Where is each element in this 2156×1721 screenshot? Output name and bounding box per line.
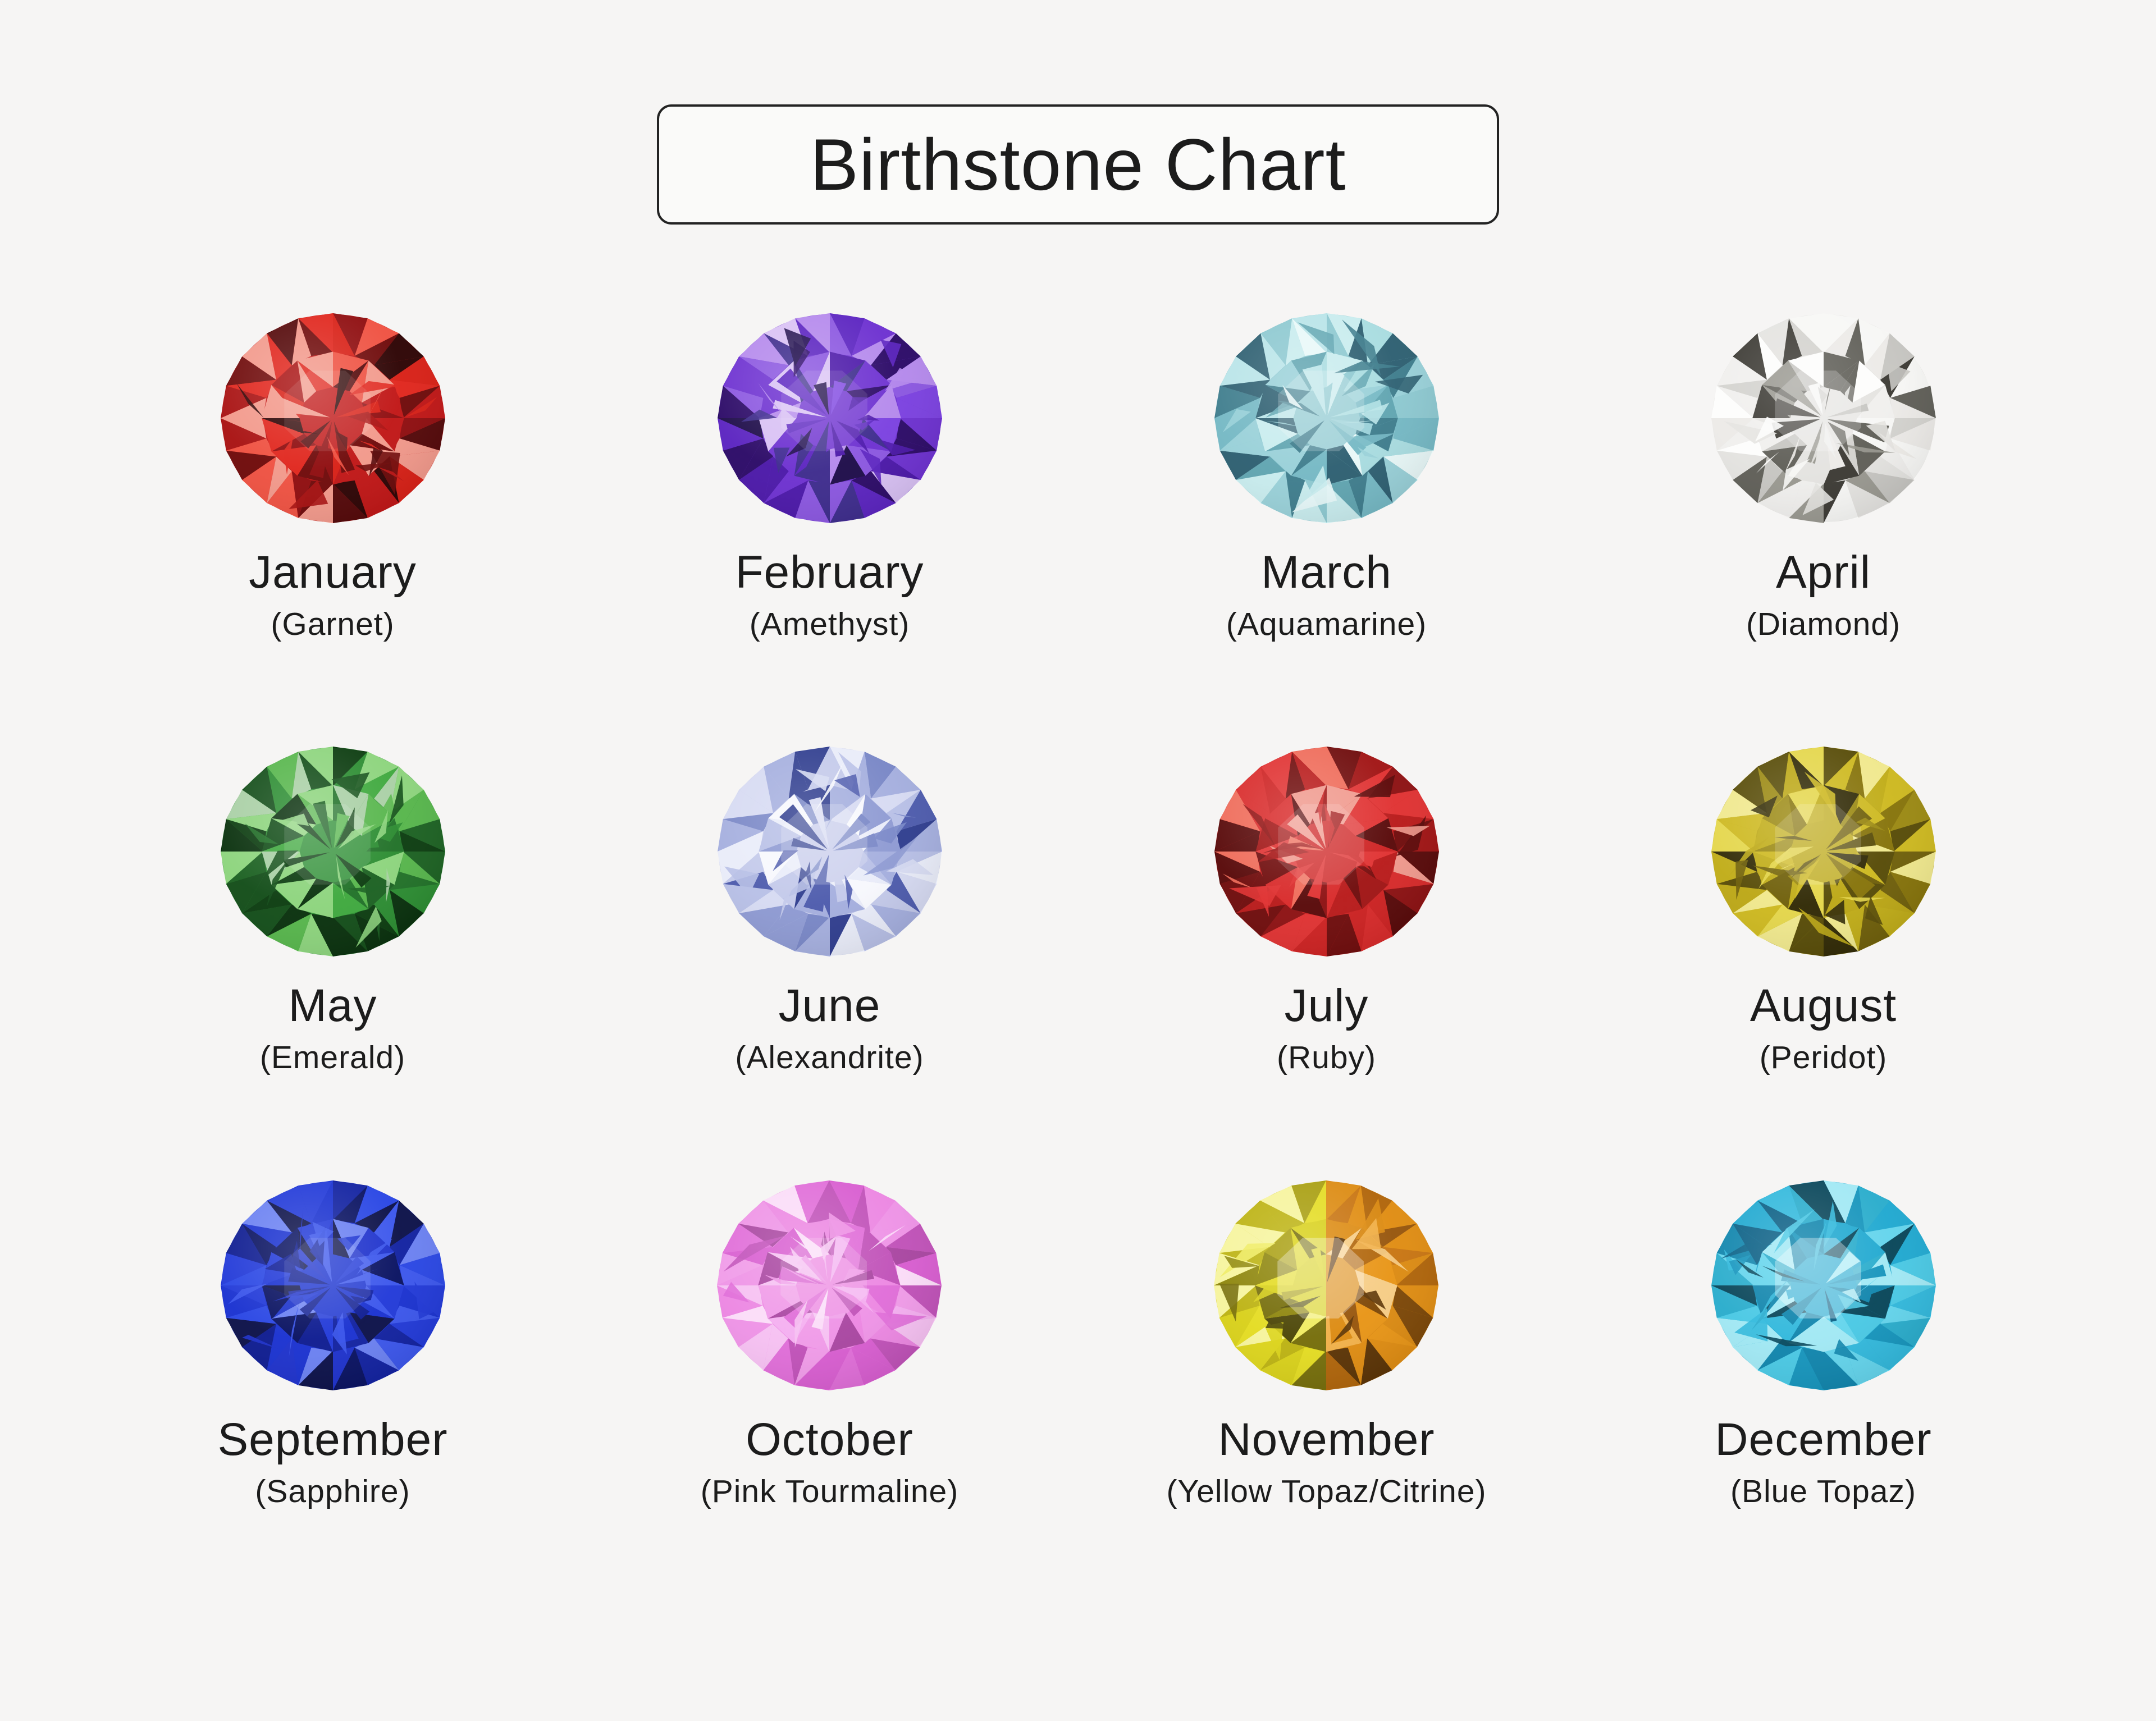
cell-caption [701, 1414, 958, 1510]
cell-caption [1715, 1414, 1931, 1510]
month-cell-january [221, 313, 445, 643]
month-label: October [746, 1413, 913, 1465]
gem-diamond [1711, 313, 1936, 523]
month-cell-november [1166, 1180, 1486, 1510]
month-label: July [1284, 980, 1369, 1032]
title-box [657, 104, 1499, 225]
cell-caption [260, 980, 405, 1076]
stone-label: (Yellow Topaz/Citrine) [1166, 1473, 1487, 1509]
gem-ruby [1214, 747, 1439, 956]
month-cell-december [1711, 1180, 1936, 1510]
gem-amethyst [718, 313, 942, 523]
month-label: May [288, 980, 377, 1032]
stone-label: (Aquamarine) [1226, 606, 1427, 642]
gem-peridot [1711, 747, 1936, 956]
month-cell-may [221, 747, 445, 1076]
gem-blue-topaz [1711, 1180, 1936, 1390]
month-cell-september [217, 1180, 447, 1510]
stone-label: (Sapphire) [255, 1473, 410, 1509]
gem-alexandrite [718, 747, 942, 956]
gem-aquamarine [1214, 313, 1439, 523]
month-label: August [1750, 980, 1897, 1032]
stone-label: (Ruby) [1276, 1040, 1377, 1076]
month-label: December [1715, 1413, 1932, 1465]
stone-label: (Emerald) [259, 1040, 406, 1076]
stone-label: (Garnet) [271, 606, 395, 642]
month-cell-july [1214, 747, 1439, 1076]
month-label: April [1775, 547, 1871, 598]
stone-label: (Alexandrite) [735, 1040, 924, 1076]
cell-caption [1226, 547, 1427, 643]
cell-caption [735, 980, 924, 1076]
stone-label: (Blue Topaz) [1730, 1473, 1916, 1509]
month-label: November [1218, 1413, 1435, 1465]
stone-label: (Diamond) [1746, 606, 1901, 642]
gem-yellow-topaz-citrine [1214, 1180, 1438, 1390]
gem-sapphire [221, 1180, 445, 1390]
cell-caption [1166, 1414, 1486, 1510]
cell-caption [1746, 547, 1901, 643]
month-cell-october [701, 1180, 958, 1510]
gem-garnet [221, 313, 445, 523]
stone-label: (Amethyst) [749, 606, 910, 642]
cell-caption [217, 1414, 447, 1510]
month-label: September [217, 1413, 448, 1465]
cell-caption [735, 547, 924, 643]
month-cell-march [1214, 313, 1439, 643]
stone-label: (Peridot) [1759, 1040, 1888, 1076]
cell-caption [249, 547, 417, 643]
cell-caption [1750, 980, 1897, 1076]
month-label: February [735, 547, 924, 598]
page-title: Birthstone Chart [810, 123, 1346, 205]
month-label: June [778, 980, 881, 1032]
month-cell-june [718, 747, 942, 1076]
gem-pink-tourmaline [717, 1180, 942, 1390]
month-cell-august [1711, 747, 1936, 1076]
cell-caption [1277, 980, 1376, 1076]
month-cell-april [1711, 313, 1936, 643]
stone-label: (Pink Tourmaline) [700, 1473, 959, 1509]
month-cell-february [718, 313, 942, 643]
month-label: January [249, 547, 417, 598]
month-label: March [1261, 547, 1392, 598]
birthstone-grid [84, 313, 2072, 1510]
gem-emerald [221, 747, 445, 956]
